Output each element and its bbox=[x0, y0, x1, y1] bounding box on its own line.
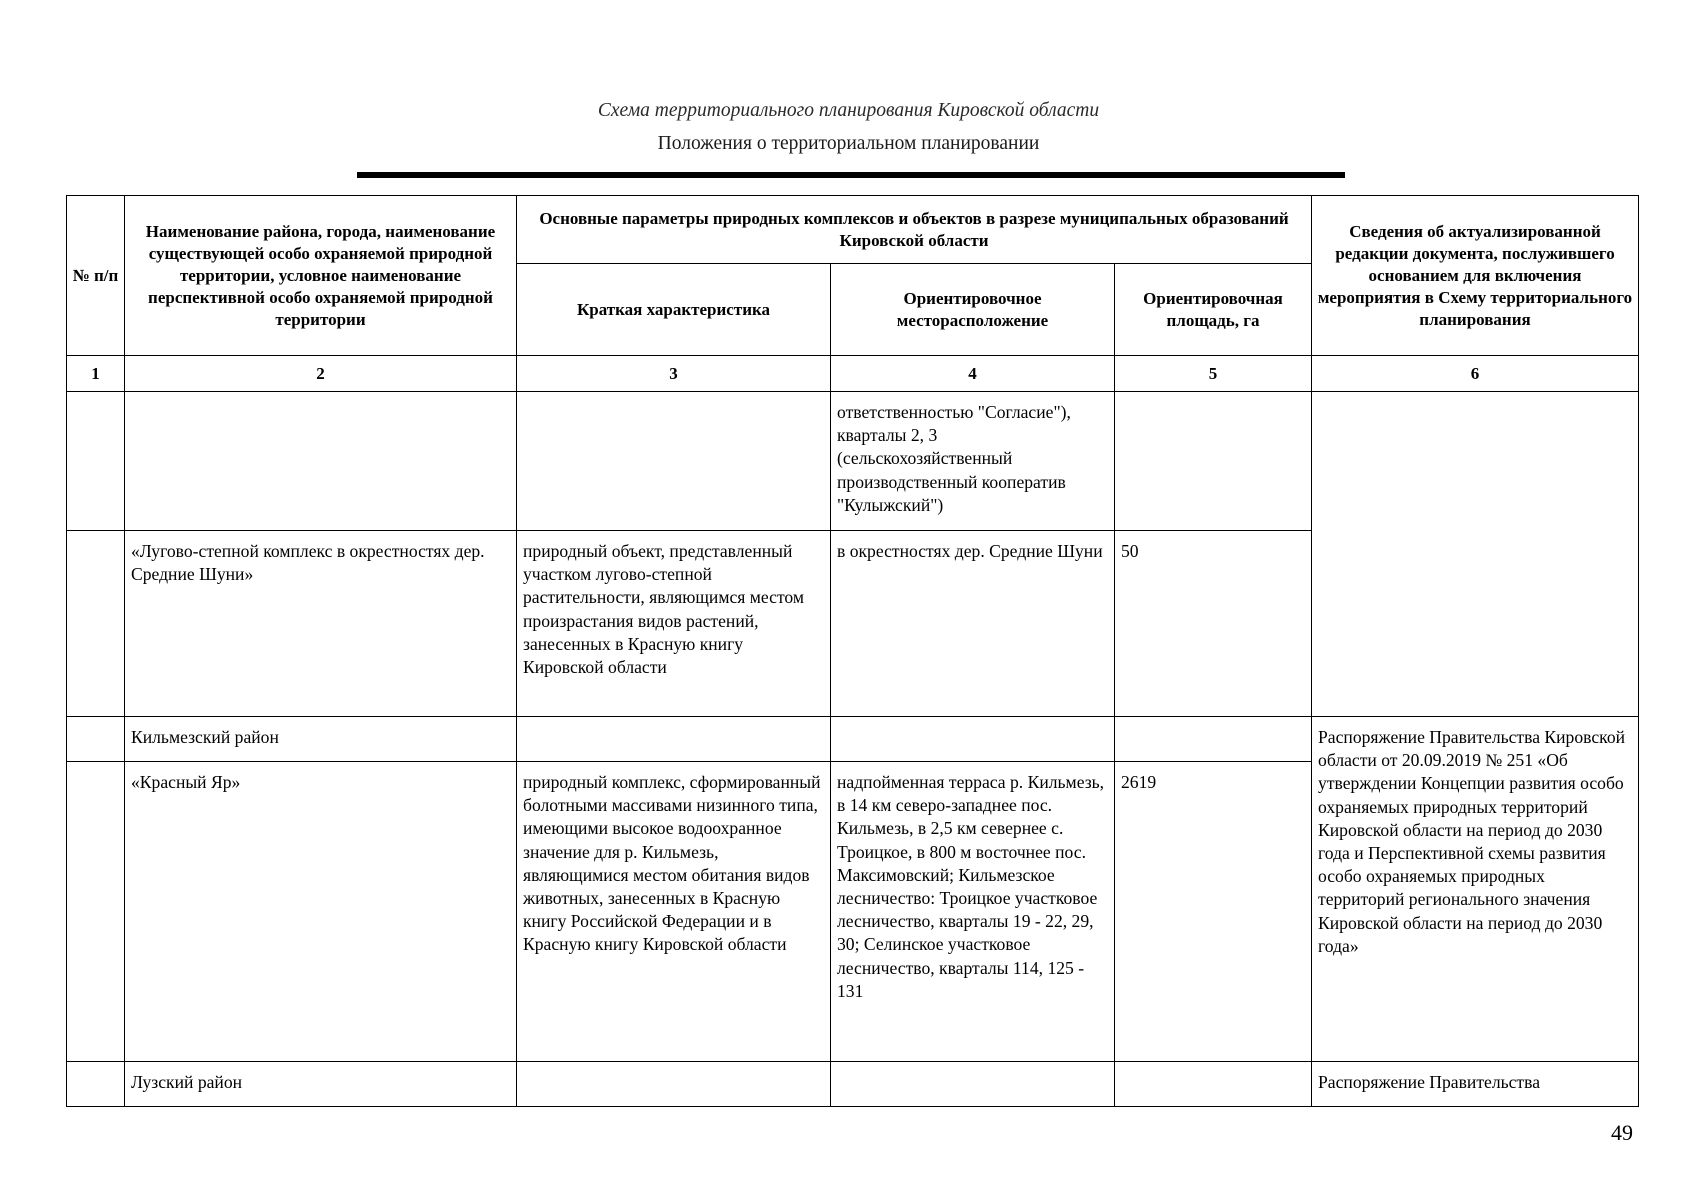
column-number-row bbox=[67, 356, 1639, 392]
column-number: 5 bbox=[1115, 356, 1312, 392]
cell-name: «Красный Яр» bbox=[125, 762, 517, 1062]
header-row-1 bbox=[67, 196, 1639, 264]
cell-area: 50 bbox=[1115, 531, 1312, 717]
cell-area bbox=[1115, 1062, 1312, 1107]
column-number: 3 bbox=[517, 356, 831, 392]
cell-area: 2619 bbox=[1115, 762, 1312, 1062]
document-subtitle: Положения о территориальном планировании bbox=[657, 133, 1040, 154]
cell-number bbox=[67, 762, 125, 1062]
cell-name bbox=[125, 392, 517, 531]
column-number: 6 bbox=[1312, 356, 1639, 392]
header-document-info: Сведения об актуализированной редакции документа, послужившего основанием для включения мероприятия в Схему территориального планирования bbox=[1312, 196, 1639, 356]
cell-document-info bbox=[1312, 392, 1639, 717]
document-title: Схема территориального планирования Кировской области bbox=[597, 100, 1100, 121]
page-number: 49 bbox=[1611, 1120, 1633, 1145]
cell-area bbox=[1115, 717, 1312, 762]
cell-area bbox=[1115, 392, 1312, 531]
cell-number bbox=[67, 392, 125, 531]
table-row bbox=[67, 1062, 1639, 1107]
cell-number bbox=[67, 717, 125, 762]
header-area: Ориентировочная площадь, га bbox=[1115, 264, 1312, 356]
cell-document-info: Распоряжение Правительства Кировской области от 20.09.2019 № 251 «Об утверждении Концепции развития особо охраняемых природных территорий Кировской области на период до 2030 года и Перспективной схемы развития особо охраняемых природных территорий регионального значения Кировской области на период до 2030 года» bbox=[1312, 717, 1639, 1062]
cell-description bbox=[517, 392, 831, 531]
header-divider bbox=[357, 172, 1345, 178]
cell-location: в окрестностях дер. Средние Шуни bbox=[831, 531, 1115, 717]
header-description: Краткая характеристика bbox=[517, 264, 831, 356]
column-number: 1 bbox=[67, 356, 125, 392]
header-number: № п/п bbox=[67, 196, 125, 356]
header-location: Ориентировочное месторасположение bbox=[831, 264, 1115, 356]
cell-description: природный объект, представленный участком лугово-степной растительности, являющимся местом произрастания видов растений, занесенных в Красную книгу Кировской области bbox=[517, 531, 831, 717]
cell-name: Лузский район bbox=[125, 1062, 517, 1107]
header-parameters-group: Основные параметры природных комплексов и объектов в разрезе муниципальных образований Кировской области bbox=[517, 196, 1312, 264]
cell-number bbox=[67, 1062, 125, 1107]
cell-description bbox=[517, 1062, 831, 1107]
cell-name: Кильмезский район bbox=[125, 717, 517, 762]
territory-planning-table bbox=[66, 195, 1639, 1107]
cell-name: «Лугово-степной комплекс в окрестностях дер. Средние Шуни» bbox=[125, 531, 517, 717]
table-row bbox=[67, 392, 1639, 531]
cell-location bbox=[831, 1062, 1115, 1107]
column-number: 2 bbox=[125, 356, 517, 392]
cell-description: природный комплекс, сформированный болотными массивами низинного типа, имеющими высокое водоохранное значение для р. Кильмезь, являющимися местом обитания видов животных, занесенных в Красную книгу Российской Федерации и в Красную книгу Кировской области bbox=[517, 762, 831, 1062]
cell-number bbox=[67, 531, 125, 717]
header-name: Наименование района, города, наименование существующей особо охраняемой природной территории, условное наименование перспективной особо охраняемой природной территории bbox=[125, 196, 517, 356]
cell-location: надпойменная терраса р. Кильмезь, в 14 км северо-западнее пос. Кильмезь, в 2,5 км севернее с. Троицкое, в 800 м восточнее пос. Максимовский; Кильмезское лесничество: Троицкое участковое лесничество, кварталы 19 - 22, 29, 30; Селинское участковое лесничество, кварталы 114, 125 - 131 bbox=[831, 762, 1115, 1062]
cell-location bbox=[831, 717, 1115, 762]
table-row bbox=[67, 717, 1639, 762]
cell-location: ответственностью "Согласие"), кварталы 2, 3 (сельскохозяйственный производственный кооператив "Кулыжский") bbox=[831, 392, 1115, 531]
cell-description bbox=[517, 717, 831, 762]
cell-document-info: Распоряжение Правительства bbox=[1312, 1062, 1639, 1107]
column-number: 4 bbox=[831, 356, 1115, 392]
